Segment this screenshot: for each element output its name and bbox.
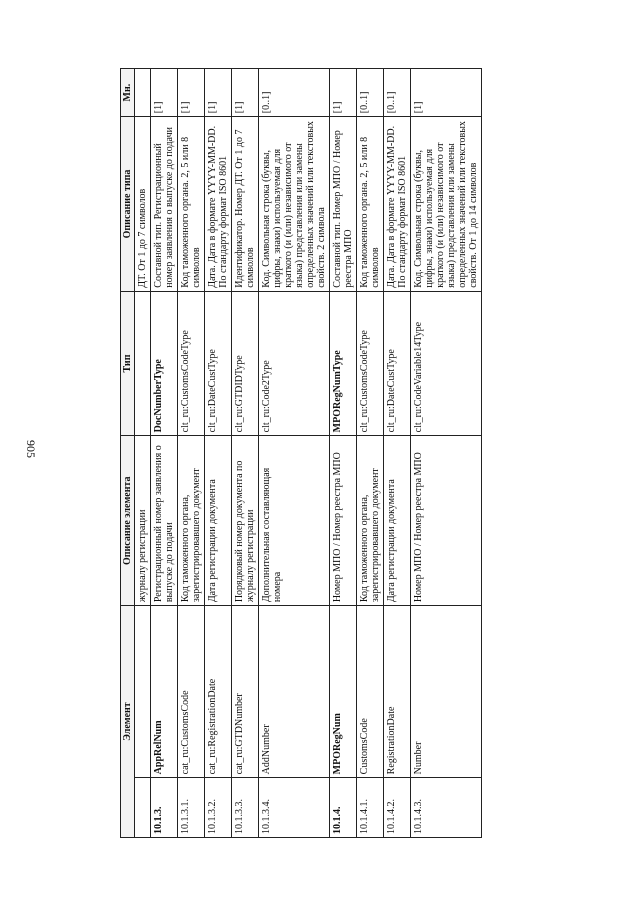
cell-type: clt_ru:CodeVariable14Type bbox=[411, 291, 482, 436]
cell-type-description: Код. Символьная строка (буквы, цифры, знаки) используемая для краткого (и (или) независимого от языка) представления или замены определенных значений или текстовых свойств. От 1 до 14 символов bbox=[411, 117, 482, 291]
cell-type: clt_ru:Code2Type bbox=[259, 291, 330, 436]
cell-type-description: Код таможенного органа. 2, 5 или 8 символов bbox=[357, 117, 384, 291]
table-header-row bbox=[121, 69, 135, 838]
cell-type: clt_ru:DateCustType bbox=[205, 291, 232, 436]
cell-number: 10.1.3. bbox=[151, 778, 178, 838]
cell-element-name: MPORegNum bbox=[330, 606, 357, 778]
cell-element-name: cat_ru:GTDNumber bbox=[232, 606, 259, 778]
table-row bbox=[205, 69, 232, 838]
cell-type: clt_ru:GTDIDType bbox=[232, 291, 259, 436]
cell-number: 10.1.3.4. bbox=[259, 778, 330, 838]
cell-number: 10.1.3.3. bbox=[232, 778, 259, 838]
rotated-table-container bbox=[120, 68, 520, 838]
column-header-type-description: Описание типа bbox=[121, 117, 135, 291]
cell-element-description: Дата регистрации документа bbox=[205, 436, 232, 606]
cell-type-description: Составной тип. Номер МПО / Номер реестра МПО bbox=[330, 117, 357, 291]
cell-element-name: CustomsCode bbox=[357, 606, 384, 778]
table-row bbox=[232, 69, 259, 838]
cell-type-description: Код. Символьная строка (буквы, цифры, знаки) используемая для краткого (и (или) независимого от языка) представления или замены определенных значений или текстовых свойств. 2 символа bbox=[259, 117, 330, 291]
cell-element-description: Код таможенного органа, зарегистрировавшего документ bbox=[357, 436, 384, 606]
cell-element-description: Номер МПО / Номер реестра МПО bbox=[330, 436, 357, 606]
table-row bbox=[151, 69, 178, 838]
cell-number: 10.1.4.2. bbox=[384, 778, 411, 838]
cell-element-name bbox=[135, 606, 151, 778]
data-table bbox=[120, 68, 482, 838]
cell-type bbox=[135, 291, 151, 436]
column-header-multiplicity: Мн. bbox=[121, 69, 135, 117]
cell-element-description: Порядковый номер документа по журналу регистрации bbox=[232, 436, 259, 606]
cell-number: 10.1.3.1. bbox=[178, 778, 205, 838]
cell-multiplicity: [1] bbox=[330, 69, 357, 117]
cell-multiplicity: [1] bbox=[151, 69, 178, 117]
cell-type-description: Составной тип. Регистрационный номер заявления о выпуске до подачи bbox=[151, 117, 178, 291]
table-row bbox=[357, 69, 384, 838]
table-row bbox=[135, 69, 151, 838]
cell-multiplicity: [0..1] bbox=[357, 69, 384, 117]
table-row bbox=[411, 69, 482, 838]
cell-element-name: AddNumber bbox=[259, 606, 330, 778]
cell-type: MPORegNumType bbox=[330, 291, 357, 436]
cell-multiplicity: [1] bbox=[178, 69, 205, 117]
cell-element-name: RegistrationDate bbox=[384, 606, 411, 778]
cell-element-description: Код таможенного органа, зарегистрировавшего документ bbox=[178, 436, 205, 606]
column-header-element: Элемент bbox=[121, 606, 135, 838]
cell-element-description: Дополнительная составляющая номера bbox=[259, 436, 330, 606]
page-number: 905 bbox=[24, 440, 38, 458]
cell-multiplicity: [1] bbox=[205, 69, 232, 117]
table-body bbox=[135, 69, 482, 838]
cell-number: 10.1.4. bbox=[330, 778, 357, 838]
cell-element-description: журналу регистрации bbox=[135, 436, 151, 606]
cell-type-description: Идентификатор. Номер ДТ. От 1 до 7 символов bbox=[232, 117, 259, 291]
cell-type-description: Дата. Дата в формате YYYY-MM-DD. По стандарту формат ISO 8601 bbox=[205, 117, 232, 291]
cell-type-description: Дата. Дата в формате YYYY-MM-DD. По стандарту формат ISO 8601 bbox=[384, 117, 411, 291]
cell-type-description: ДТ. От 1 до 7 символов bbox=[135, 117, 151, 291]
cell-number: 10.1.3.2. bbox=[205, 778, 232, 838]
cell-multiplicity: [1] bbox=[411, 69, 482, 117]
cell-element-description: Номер МПО / Номер реестра МПО bbox=[411, 436, 482, 606]
cell-type-description: Код таможенного органа. 2, 5 или 8 символов bbox=[178, 117, 205, 291]
cell-element-name: cat_ru:CustomsCode bbox=[178, 606, 205, 778]
column-header-type: Тип bbox=[121, 291, 135, 436]
cell-element-name: AppRelNum bbox=[151, 606, 178, 778]
table-row bbox=[259, 69, 330, 838]
cell-type: DocNumberType bbox=[151, 291, 178, 436]
cell-element-description: Дата регистрации документа bbox=[384, 436, 411, 606]
column-header-element-description: Описание элемента bbox=[121, 436, 135, 606]
cell-type: clt_ru:CustomsCodeType bbox=[178, 291, 205, 436]
cell-multiplicity bbox=[135, 69, 151, 117]
cell-element-name: Number bbox=[411, 606, 482, 778]
cell-multiplicity: [0..1] bbox=[259, 69, 330, 117]
cell-type: clt_ru:CustomsCodeType bbox=[357, 291, 384, 436]
cell-element-description: Регистрационный номер заявления о выпуске до подачи bbox=[151, 436, 178, 606]
cell-multiplicity: [0..1] bbox=[384, 69, 411, 117]
table-row bbox=[178, 69, 205, 838]
table-row bbox=[330, 69, 357, 838]
table-row bbox=[384, 69, 411, 838]
cell-type: clt_ru:DateCustType bbox=[384, 291, 411, 436]
cell-element-name: cat_ru:RegistrationDate bbox=[205, 606, 232, 778]
cell-number: 10.1.4.1. bbox=[357, 778, 384, 838]
cell-number bbox=[135, 778, 151, 838]
cell-number: 10.1.4.3. bbox=[411, 778, 482, 838]
cell-multiplicity: [1] bbox=[232, 69, 259, 117]
